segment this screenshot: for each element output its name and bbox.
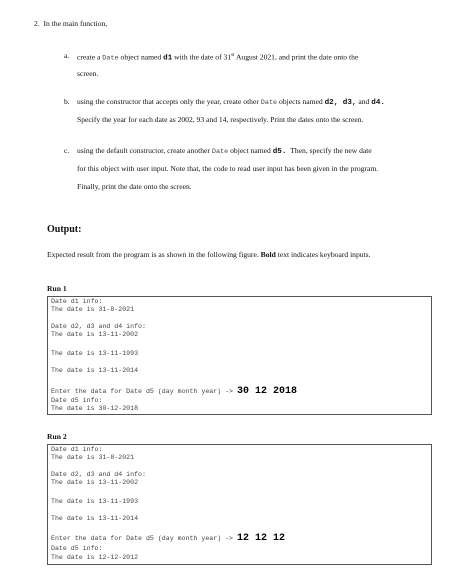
run-2-line: The date is 13-11-2002 <box>51 479 139 486</box>
part-b-line2: Specify the year for each date as 2002, 93 and 14, respectively. Print the dates onto the screen. <box>77 115 364 124</box>
run-1-line: Date d5 info: <box>51 397 103 404</box>
run-1-line: Date d1 info: <box>51 298 103 305</box>
output-heading: Output: <box>47 224 82 235</box>
part-a-letter: a. <box>64 51 70 60</box>
question-number: 2. In the main function, <box>34 19 108 28</box>
run-2-line: The date is 12-12-2012 <box>51 554 139 561</box>
run-2-line: The date is 13-11-2014 <box>51 515 139 522</box>
part-c-letter: c. <box>64 146 70 155</box>
part-c-line2: for this object with user input. Note that, the code to read user input has been given in the program. <box>77 164 379 173</box>
run-1-label: Run 1 <box>47 284 67 293</box>
run-2-prompt-line: Enter the data for Date d5 (day month year) -> 12 12 12 <box>51 533 286 544</box>
run-1-keyboard-input: 30 12 2018 <box>237 386 298 397</box>
run-2-line: Date d1 info: <box>51 446 103 453</box>
run-2-label: Run 2 <box>47 432 67 441</box>
run-2-line: Date d2, d3 and d4 info: <box>51 471 146 478</box>
part-b-line1: using the constructor that accepts only the year, create other Date objects named d2, d3, and d4. <box>77 97 385 107</box>
run-1-line: Date d2, d3 and d4 info: <box>51 323 146 330</box>
run-1-line: The date is 13-11-2014 <box>51 367 139 374</box>
run-1-line: The date is 31-8-2021 <box>51 306 135 313</box>
part-c-line1: using the default constructor, create another Date object named d5. Then, specify the new date <box>77 146 372 156</box>
run-2-line: The date is 31-8-2021 <box>51 454 135 461</box>
part-a-line1: create a Date object named d1 with the date of 31st August 2021, and print the date onto the <box>77 52 359 63</box>
run-1-prompt-line: Enter the data for Date d5 (day month year) -> 30 12 2018 <box>51 386 298 397</box>
run-1-line: The date is 13-11-1993 <box>51 350 139 357</box>
run-2-line: The date is 13-11-1993 <box>51 498 139 505</box>
run-1-line: The date is 30-12-2018 <box>51 405 139 412</box>
run-1-line: The date is 13-11-2002 <box>51 331 139 338</box>
run-2-keyboard-input: 12 12 12 <box>237 533 286 544</box>
part-a-line2: screen. <box>77 69 99 78</box>
part-c-line3: Finally, print the date onto the screen. <box>77 182 192 191</box>
part-b-letter: b. <box>64 97 70 106</box>
run-2-line: Date d5 info: <box>51 545 103 552</box>
output-description: Expected result from the program is as shown in the following figure. Bold text indicates keyboard inputs. <box>47 250 371 259</box>
